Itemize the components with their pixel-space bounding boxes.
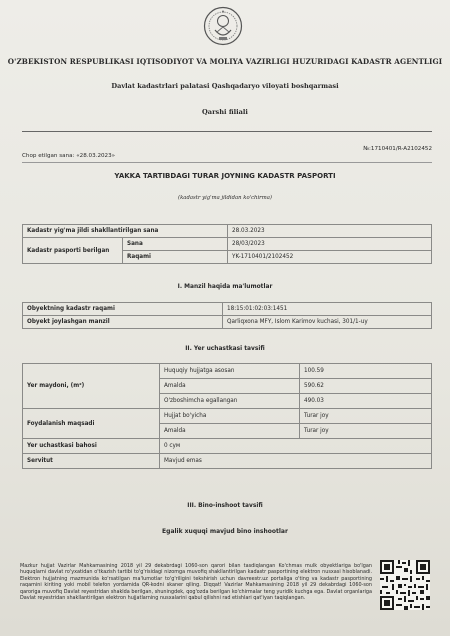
appraisal-value: 0 сум bbox=[160, 439, 432, 454]
cadastral-number-label: Obyektning kadastr raqami bbox=[23, 303, 223, 316]
land-table bbox=[22, 363, 432, 469]
table-row bbox=[23, 454, 432, 469]
table-row bbox=[23, 439, 432, 454]
section-title-land: II. Yer uchastkasi tavsifi bbox=[185, 346, 265, 352]
document-subtitle: (kadastr yig'ma jildidan ko'chirma) bbox=[178, 195, 272, 201]
address-value: Qarliqxona MFY, Islom Karimov kuchasi, 301/1-uy bbox=[223, 316, 432, 329]
cadastral-number-value: 18:15:01:02:03:1451 bbox=[223, 303, 432, 316]
divider-top bbox=[22, 131, 432, 132]
table-row bbox=[23, 225, 432, 238]
legal-disclaimer: Mazkur hujjat Vazirlar Mahkamasining 2018 yil 29 dekabrdagi 1060-son qarori bilan tasdiqlangan Ko'chmas mulk obyektlariga bo'lgan huquqlarni davlat ro'yxatidan o'tkazish tartibi to'g'risidagi nizomga muvofiq shakllantirilgan kadastr pasportining elektron nusxasi hisoblanadi. Elektron hujjatning mazmunida ko'rsatilgan ma'lumotlar to'g'riligini tekshirish uchun davreestr.uz portaliga o'ting va kadastr pasportining raqamini kiriting yoki mobil telefon yordamida QR-kodni skaner qiling. Diqqat! Vazirlar Mahkamasining 2018 yil 29 dekabrdagi 1060-son qaroriga muvofiq Davlat reyestridan shaklda berilgan, shuningdek, qog'ozda berilgan ko'chirmalar teng yuridik kuchga ega. Davlat organlariga Davlat reyestridan shakllantirilgan elektron hujjatlarning nusxalarini qabul qilishni rad etishlari qat'iyan taqiqlangan. bbox=[20, 563, 372, 602]
registry-table bbox=[22, 224, 432, 264]
document-number: №:1710401/R-A2102452 bbox=[363, 146, 432, 152]
appraisal-label: Yer uchastkasi bahosi bbox=[23, 439, 160, 454]
formed-value: 28.03.2023 bbox=[228, 225, 432, 238]
area-label: Yer maydoni, (m²) bbox=[23, 364, 160, 409]
section-title-building: III. Bino-inshoot tavsifi bbox=[187, 503, 263, 509]
qr-code-icon[interactable] bbox=[380, 559, 430, 611]
department-title: Davlat kadastrlari palatasi Qashqadaryo viloyati boshqarmasi bbox=[111, 82, 339, 90]
table-row bbox=[23, 316, 432, 329]
servitude-label: Servitut bbox=[23, 454, 160, 469]
area-legal-value: 100.59 bbox=[300, 364, 432, 379]
table-row bbox=[23, 409, 432, 424]
number-label: Raqami bbox=[123, 251, 228, 264]
date-value: 28/03/2023 bbox=[228, 238, 432, 251]
agency-title: O'ZBEKISTON RESPUBLIKASI IQTISODIYOT VA MOLIYA VAZIRLIGI HUZURIDAGI KADASTR AGENTLIGI bbox=[7, 57, 443, 66]
area-actual-value: 590.62 bbox=[300, 379, 432, 394]
purpose-label: Foydalanish maqsadi bbox=[23, 409, 160, 439]
purpose-actual-label: Amalda bbox=[160, 424, 300, 439]
table-row bbox=[23, 238, 432, 251]
area-seized-value: 490.03 bbox=[300, 394, 432, 409]
table-row bbox=[23, 303, 432, 316]
address-label: Obyekt joylashgan manzil bbox=[23, 316, 223, 329]
servitude-value: Mavjud emas bbox=[160, 454, 432, 469]
print-date: Chop etilgan sana: «28.03.2023» bbox=[22, 153, 116, 159]
document-title: YAKKA TARTIBDAGI TURAR JOYNING KADASTR PASPORTI bbox=[114, 172, 336, 180]
equity-title: Egalik xuquqi mavjud bino inshootlar bbox=[162, 528, 288, 535]
issued-label: Kadastr pasporti berilgan bbox=[23, 238, 123, 264]
branch-title: Qarshi filiali bbox=[202, 108, 248, 116]
state-emblem-icon bbox=[203, 6, 243, 46]
area-seized-label: O'zboshimcha egallangan bbox=[160, 394, 300, 409]
purpose-doc-label: Hujjat bo'yicha bbox=[160, 409, 300, 424]
number-value: YK-1710401/2102452 bbox=[228, 251, 432, 264]
area-legal-label: Huquqiy hujjatga asosan bbox=[160, 364, 300, 379]
section-title-address: I. Manzil haqida ma'lumotlar bbox=[177, 284, 273, 290]
area-actual-label: Amalda bbox=[160, 379, 300, 394]
divider-meta bbox=[22, 162, 432, 163]
formed-label: Kadastr yig'ma jildi shakllantirilgan sana bbox=[23, 225, 228, 238]
address-table bbox=[22, 302, 432, 329]
purpose-actual-value: Turar joy bbox=[300, 424, 432, 439]
purpose-doc-value: Turar joy bbox=[300, 409, 432, 424]
date-label: Sana bbox=[123, 238, 228, 251]
table-row bbox=[23, 364, 432, 379]
